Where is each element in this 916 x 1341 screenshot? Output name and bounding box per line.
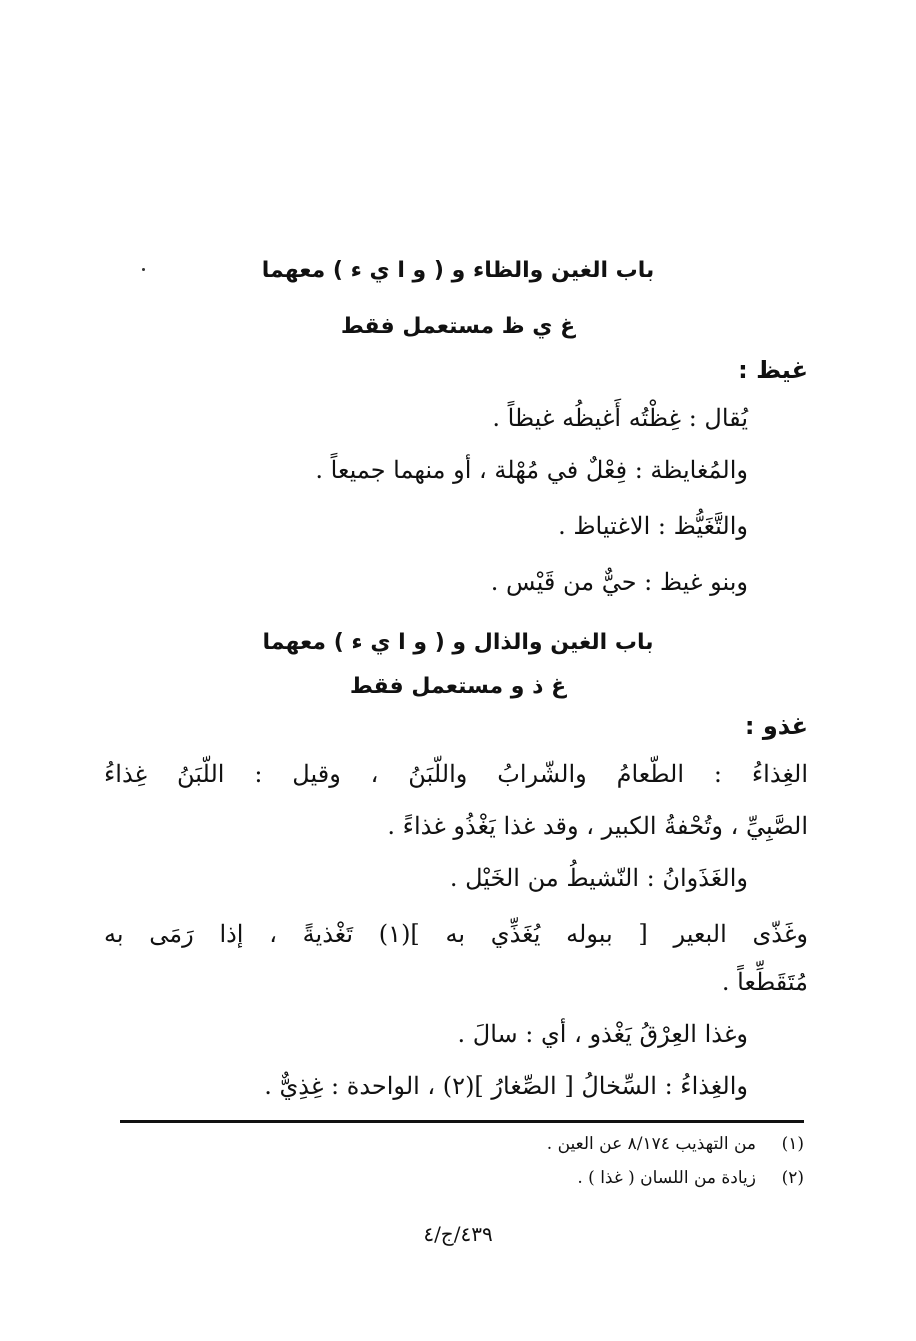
footnote-text: زيادة من اللسان ( غذا ) . [577, 1168, 756, 1188]
entry-head-ghadhw: غذو : [744, 712, 808, 740]
entry-line: وغَذّى البعير [ ببوله يُغَذِّي به ](١) تَغْذيةً ، إذا رَمَى به [104, 920, 809, 948]
section-subtitle-ghayn-dhal: غ ذ و مستعمل فقط [349, 674, 567, 699]
section-title-ghayn-dhal: باب الغين والذال و ( و ا ي ء ) معهما [262, 630, 654, 655]
entry-line: يُقال : غِظْتُه أَغيظُه غيظاً . [492, 404, 748, 432]
entry-head-ghayz: غيظ : [738, 356, 808, 384]
footnote-text: من التهذيب ٨/١٧٤ عن العين . [546, 1134, 756, 1154]
entry-line: وبنو غيظ : حيٌّ من قَيْس . [490, 568, 748, 596]
footnote-number: (٢) [781, 1168, 804, 1188]
footnote-number: (١) [781, 1134, 804, 1154]
entry-line: الصَّبِيِّ ، وتُحْفةُ الكبير ، وقد غذا يَغْذُو غذاءً . [387, 812, 808, 840]
entry-line: والتَّغَيُّظ : الاغتياظ . [558, 512, 748, 540]
page-number: ٤٣٩/ج/٤ [423, 1222, 493, 1246]
section-subtitle-ghayn-zha: غ ي ظ مستعمل فقط [340, 314, 576, 339]
entry-line: والغَذَوانُ : النّشيطُ من الخَيْل . [449, 864, 748, 892]
entry-line: الغِذاءُ : الطّعامُ والشّرابُ واللّبَنُ ، وقيل : اللّبَنُ غِذاءُ [104, 760, 808, 788]
footnote [577, 1168, 804, 1188]
entry-line: مُتَقَطِّعاً . [721, 968, 808, 996]
entry-line: والغِذاءُ : السِّخالُ [ الصِّغارُ ](٢) ، الواحدة : غِذِيٌّ . [264, 1072, 748, 1100]
footnote-separator [120, 1120, 804, 1123]
entry-line: وغذا العِرْقُ يَغْذو ، أي : سالَ . [457, 1020, 748, 1048]
footnote [547, 1134, 804, 1154]
entry-line: والمُغايظة : فِعْلٌ في مُهْلة ، أو منهما جميعاً . [315, 456, 748, 484]
section-title-ghayn-zha: باب الغين والظاء و ( و ا ي ء ) معهما [261, 258, 655, 283]
